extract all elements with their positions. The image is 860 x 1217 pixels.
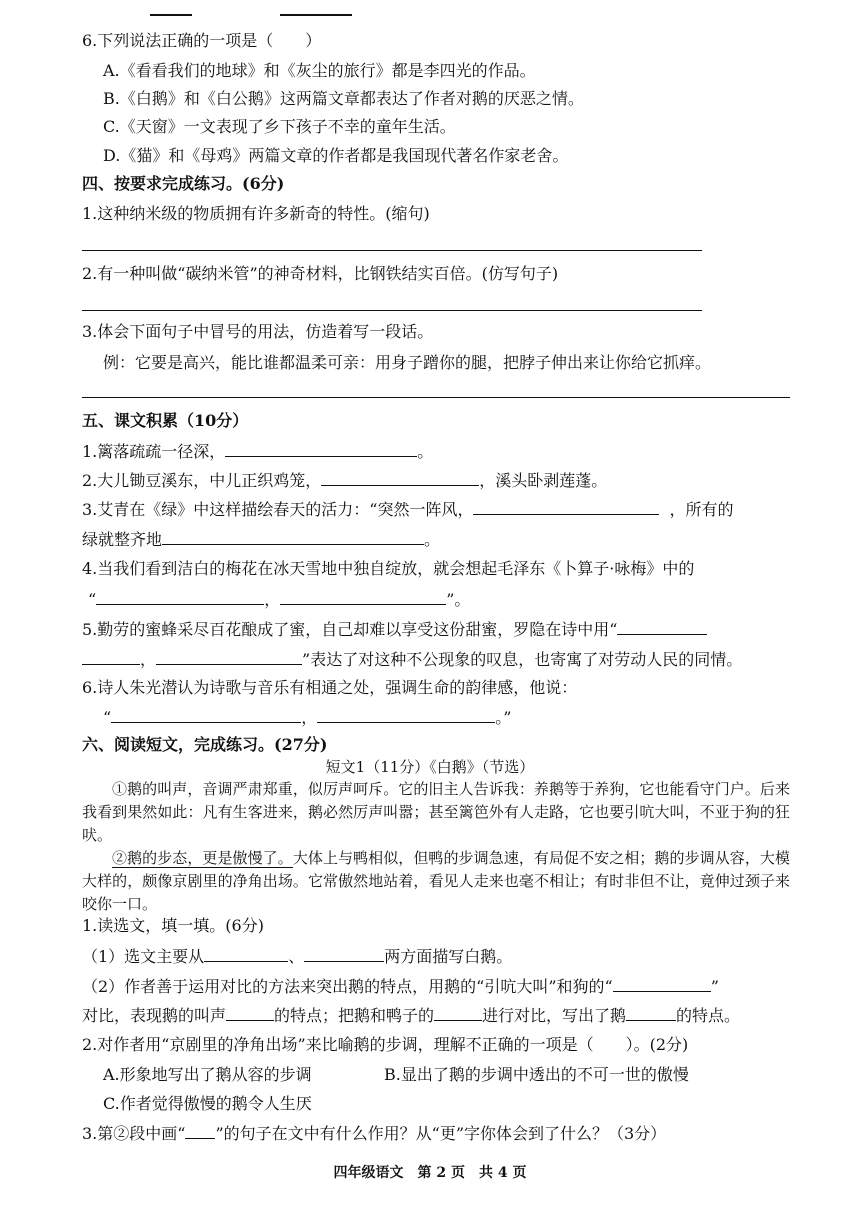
page-footer: 四年级语文 第 2 页 共 4 页 (333, 1165, 527, 1181)
sec4-q2: 2.有一种叫做“碳纳米管”的神奇材料，比钢铁结实百倍。(仿写句子) (82, 264, 559, 283)
sec6-q1-2-t4: 的特点。 (676, 1006, 741, 1025)
sec5-q3-line1 (82, 498, 733, 521)
sec5-q6-comma: ， (301, 708, 318, 727)
sec6-q1-1-sep: 、 (288, 947, 305, 966)
sec5-q6-blank1[interactable] (111, 706, 301, 723)
sec6-q1-2-close: ” (710, 977, 719, 996)
sec6-q1-2-t1: 对比，表现鹅的叫声 (82, 1006, 227, 1025)
q6-option-a: A.《看看我们的地球》和《灰尘的旅行》都是李四光的作品。 (103, 61, 536, 80)
section-5-title: 五、课文积累（10分） (82, 411, 249, 430)
sec6-q1-1-end: 两方面描写白鹅。 (384, 947, 513, 966)
sec6-q1-2-t2: 的特点；把鹅和鸭子的 (274, 1006, 435, 1025)
q6-option-c: C.《天窗》一文表现了乡下孩子不幸的童年生活。 (103, 117, 456, 136)
sec5-q1-text: 1.篱落疏疏一径深， (82, 442, 226, 461)
passage-paragraph-2 (82, 847, 790, 916)
sec6-q1-2-t3: 进行对比，写出了鹅 (482, 1006, 627, 1025)
sec5-q5-end: ”表达了对这种不公现象的叹息，也寄寓了对劳动人民的同情。 (302, 650, 743, 669)
q6-option-b: B.《白鹅》和《白公鹅》这两篇文章都表达了作者对鹅的厌恶之情。 (103, 89, 584, 108)
sec5-q5-blank1a[interactable] (617, 618, 707, 635)
sec6-q3-end: ”的句子在文中有什么作用？从“更”字你体会到了什么？（3分） (215, 1124, 667, 1143)
sec5-q3-end: 。 (424, 530, 441, 549)
sec5-q6-close: 。” (495, 708, 512, 727)
passage-paragraph-2-rest: 大体上与鸭相似，但鸭的步调急速，有局促不安之相；鹅的步调从容，大模大样的，颇像京剧里的净角出场。它常傲然地站着，看见人走来也毫不相让；有时非但不让，竟伸过颈子来咬你一口。 (82, 849, 790, 913)
sec5-q2-text: 2.大儿锄豆溪东，中儿正织鸡笼， (82, 471, 322, 490)
sec6-q3-mark (185, 1122, 215, 1139)
sec5-q5-blank1b[interactable] (82, 648, 140, 665)
sec4-q1-answer-line[interactable] (82, 250, 702, 251)
sec5-q6-open: “ (103, 708, 112, 727)
sec6-q1-2-line2 (82, 1004, 740, 1027)
sec5-q5-text: 5.勤劳的蜜蜂采尽百花酿成了蜜，自己却难以享受这份甜蜜，罗隐在诗中用“ (82, 620, 618, 639)
sec6-q2-option-b: B.显出了鹅的步调中透出的不可一世的傲慢 (384, 1065, 689, 1084)
sec6-q1: 1.读选文，填一填。(6分) (82, 916, 264, 935)
sec5-q3-cont: 绿就整齐地 (82, 530, 163, 549)
sec5-q3-line2 (82, 528, 440, 551)
sec5-q5-line1 (82, 618, 707, 641)
sec5-q3-mid: ，所有的 (669, 500, 734, 519)
underlined-sentence: ②鹅的步态，更是傲慢了。 (112, 849, 293, 867)
passage-body (82, 778, 790, 916)
sec5-q4-blank2[interactable] (280, 588, 446, 605)
sec4-q3-example: 例：它要是高兴，能比谁都温柔可亲：用身子蹭你的腿，把脖子伸出来让你给它抓痒。 (103, 353, 712, 372)
sec5-q1 (82, 440, 433, 463)
sec5-q3-blank1[interactable] (473, 498, 659, 515)
sec5-q2 (82, 469, 607, 492)
sec4-q3: 3.体会下面句子中冒号的用法，仿造着写一段话。 (82, 322, 434, 341)
q6-stem: 6.下列说法正确的一项是（ ） (82, 31, 322, 50)
sec5-q5-blank2[interactable] (156, 648, 302, 665)
passage-title: 短文1（11分）《白鹅》（节选） (325, 758, 535, 776)
sec5-q5-line2 (82, 648, 742, 671)
sec6-q1-2-blank4[interactable] (626, 1004, 676, 1021)
top-edge-mark-right (280, 14, 352, 16)
sec6-q1-1-text: （1）选文主要从 (82, 947, 205, 966)
sec5-q1-blank[interactable] (225, 440, 417, 457)
sec4-q3-answer-line[interactable] (82, 397, 790, 398)
section-6-title: 六、阅读短文，完成练习。(27分) (82, 735, 328, 754)
section-4-title: 四、按要求完成练习。(6分) (82, 174, 285, 193)
sec5-q1-end: 。 (417, 442, 434, 461)
sec5-q6-line1: 6.诗人朱光潜认为诗歌与音乐有相通之处，强调生命的韵律感，他说： (82, 678, 578, 697)
sec6-q3-text: 3.第②段中画“ (82, 1124, 186, 1143)
sec5-q4-comma: ， (264, 590, 281, 609)
sec5-q4-line1: 4.当我们看到洁白的梅花在冰天雪地中独自绽放，就会想起毛泽东《卜算子·咏梅》中的 (82, 559, 695, 578)
sec5-q4-blank1[interactable] (96, 588, 264, 605)
sec5-q5-comma: ， (140, 650, 157, 669)
sec6-q1-2-blank2[interactable] (226, 1004, 274, 1021)
top-edge-mark-left (150, 14, 192, 16)
sec5-q4-close: ”。 (446, 590, 471, 609)
sec5-q3-blank2[interactable] (162, 528, 424, 545)
sec6-q2: 2.对作者用“京剧里的净角出场”来比喻鹅的步调，理解不正确的一项是（ ）。(2分) (82, 1035, 689, 1054)
sec6-q1-1-blank2[interactable] (304, 945, 384, 962)
sec5-q6-line2 (103, 706, 511, 729)
sec6-q3 (82, 1122, 666, 1145)
sec6-q1-2-text: （2）作者善于运用对比的方法来突出鹅的特点，用鹅的“引吭大叫”和狗的“ (82, 977, 613, 996)
sec6-q2-option-c: C.作者觉得傲慢的鹅令人生厌 (103, 1094, 312, 1113)
sec6-q1-2-blank1[interactable] (613, 975, 711, 992)
sec5-q3-text: 3.艾青在《绿》中这样描绘春天的活力：“突然一阵风， (82, 500, 474, 519)
sec6-q1-2-blank3[interactable] (434, 1004, 482, 1021)
sec5-q4-open: “ (88, 590, 97, 609)
sec6-q1-1 (82, 945, 512, 968)
sec5-q4-line2 (88, 588, 470, 611)
sec4-q2-answer-line[interactable] (82, 310, 702, 311)
sec4-q1: 1.这种纳米级的物质拥有许多新奇的特性。(缩句) (82, 204, 430, 223)
passage-paragraph-1: ①鹅的叫声，音调严肃郑重，似厉声呵斥。它的旧主人告诉我：养鹅等于养狗，它也能看守门户。后来我看到果然如此：凡有生客进来，鹅必然厉声叫嚣；甚至篱笆外有人走路，它也要引吭大叫，不亚于狗的狂吠。 (82, 780, 790, 844)
sec5-q2-blank[interactable] (321, 469, 479, 486)
q6-option-d: D.《猫》和《母鸡》两篇文章的作者都是我国现代著名作家老舍。 (103, 146, 569, 165)
sec6-q1-1-blank1[interactable] (204, 945, 288, 962)
sec5-q2-end: ，溪头卧剥莲蓬。 (479, 471, 608, 490)
sec6-q2-option-a: A.形象地写出了鹅从容的步调 (103, 1065, 312, 1084)
sec6-q1-2-line1 (82, 975, 719, 998)
sec5-q6-blank2[interactable] (317, 706, 495, 723)
